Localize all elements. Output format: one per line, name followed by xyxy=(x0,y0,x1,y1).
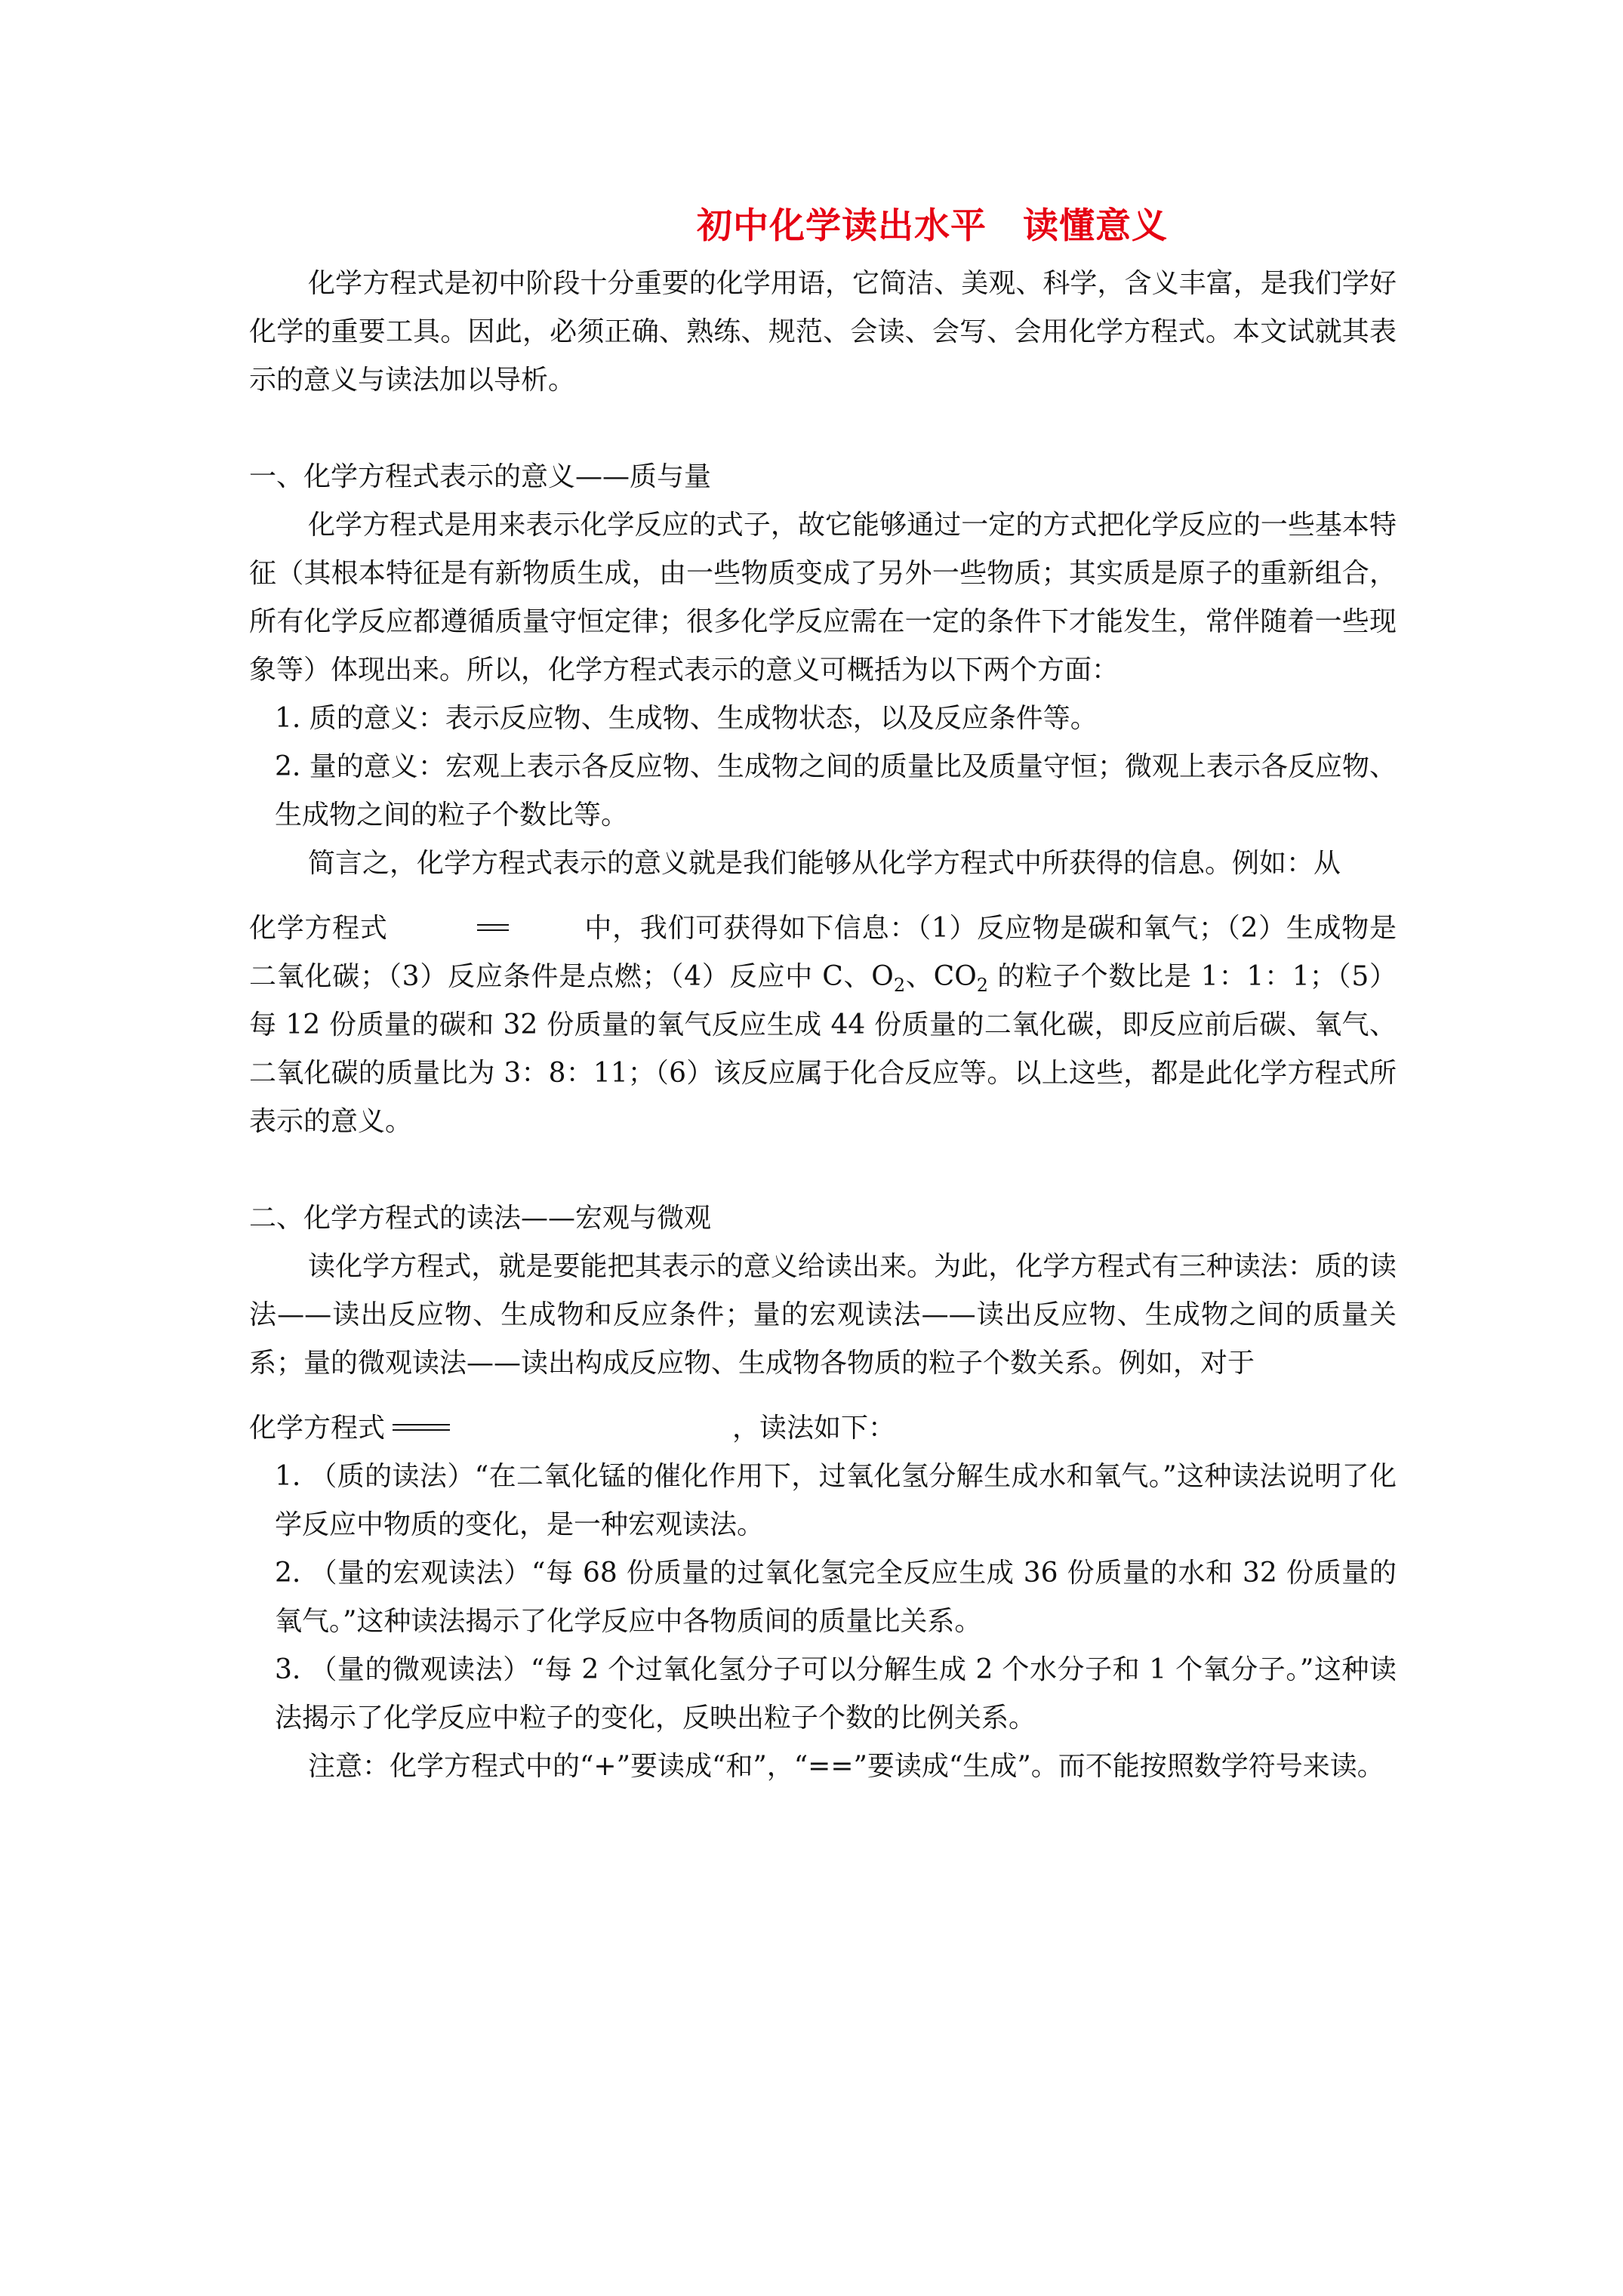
subscript: 2 xyxy=(976,975,989,997)
document-body xyxy=(249,196,1397,1791)
equation-info-c: 的粒子个数比是 1：1：1；（5）每 12 份质量的碳和 32 份质量的氧气反应生成 44 份质量的二氧化碳，即反应前后碳、氧气、二氧化碳的质量比为 3：8：11；（6）该反应属于化合反应等。以上这些，都是此化学方程式所表示的意义。 xyxy=(249,961,1397,1137)
section-1-summary: 简言之，化学方程式表示的意义就是我们能够从化学方程式中所获得的信息。例如：从 xyxy=(308,848,1341,879)
section-2-item-2: 2. （量的宏观读法）“每 68 份质量的过氧化氢完全反应生成 36 份质量的水和 32 份质量的氧气。”这种读法揭示了化学反应中各物质间的质量比关系。 xyxy=(275,1558,1397,1637)
document-title: 初中化学读出水平 读懂意义 xyxy=(697,205,1168,247)
section-2-item-3: 3. （量的微观读法）“每 2 个过氧化氢分子可以分解生成 2 个水分子和 1 个氧分子。”这种读法揭示了化学反应中粒子的变化，反映出粒子个数的比例关系。 xyxy=(275,1654,1397,1734)
section-2-equation-line xyxy=(249,1404,1397,1453)
section-1-paragraph: 化学方程式是用来表示化学反应的式子，故它能够通过一定的方式把化学反应的一些基本特征（其根本特征是有新物质生成，由一些物质变成了另外一些物质；其实质是原子的重新组合，所有化学反应都遵循质量守恒定律；很多化学反应需在一定的条件下才能发生，常伴随着一些现象等）体现出来。所以，化学方程式表示的意义可概括为以下两个方面： xyxy=(249,510,1397,686)
equation-info-a: 中，我们可获得如下信息：（1）反应物是碳和氧气；（2）生成物是二氧化碳；（3）反应条件是点燃；（4）反应中 C、O xyxy=(249,913,1397,992)
subscript: 2 xyxy=(893,975,906,997)
section-2-item-1: 1. （质的读法）“在二氧化锰的催化作用下，过氧化氢分解生成水和氧气。”这种读法说明了化学反应中物质的变化，是一种宏观读法。 xyxy=(275,1461,1397,1540)
equals-sign xyxy=(393,1424,450,1431)
section-1-item-1: 1. 质的意义：表示反应物、生成物、生成物状态，以及反应条件等。 xyxy=(275,703,1098,734)
equation-suffix: ，读法如下： xyxy=(732,1413,896,1444)
section-1-item-2: 2. 量的意义：宏观上表示各反应物、生成物之间的质量比及质量守恒；微观上表示各反应物、生成物之间的粒子个数比等。 xyxy=(275,751,1397,831)
equation-image-placeholder xyxy=(388,917,584,944)
equation-prefix: 化学方程式 xyxy=(249,913,388,944)
section-1-heading: 一、化学方程式表示的意义——质与量 xyxy=(249,461,712,492)
equation-image-placeholder xyxy=(385,1416,732,1444)
equation-info-b: 、CO xyxy=(905,961,977,992)
equals-sign xyxy=(477,924,509,931)
equation-prefix: 化学方程式 xyxy=(249,1413,386,1444)
section-2-note: 注意：化学方程式中的“+”要读成“和”，“==”要读成“生成”。而不能按照数学符号来读。 xyxy=(308,1751,1384,1782)
section-2-heading: 二、化学方程式的读法——宏观与微观 xyxy=(249,1203,712,1234)
intro-paragraph: 化学方程式是初中阶段十分重要的化学用语，它简洁、美观、科学，含义丰富，是我们学好化学的重要工具。因此，必须正确、熟练、规范、会读、会写、会用化学方程式。本文试就其表示的意义与读法加以导析。 xyxy=(249,268,1397,396)
section-1-equation-paragraph xyxy=(249,905,1397,1146)
section-2-paragraph: 读化学方程式，就是要能把其表示的意义给读出来。为此，化学方程式有三种读法：质的读法——读出反应物、生成物和反应条件；量的宏观读法——读出反应物、生成物之间的质量关系；量的微观读法——读出构成反应物、生成物各物质的粒子个数关系。例如，对于 xyxy=(249,1251,1397,1379)
